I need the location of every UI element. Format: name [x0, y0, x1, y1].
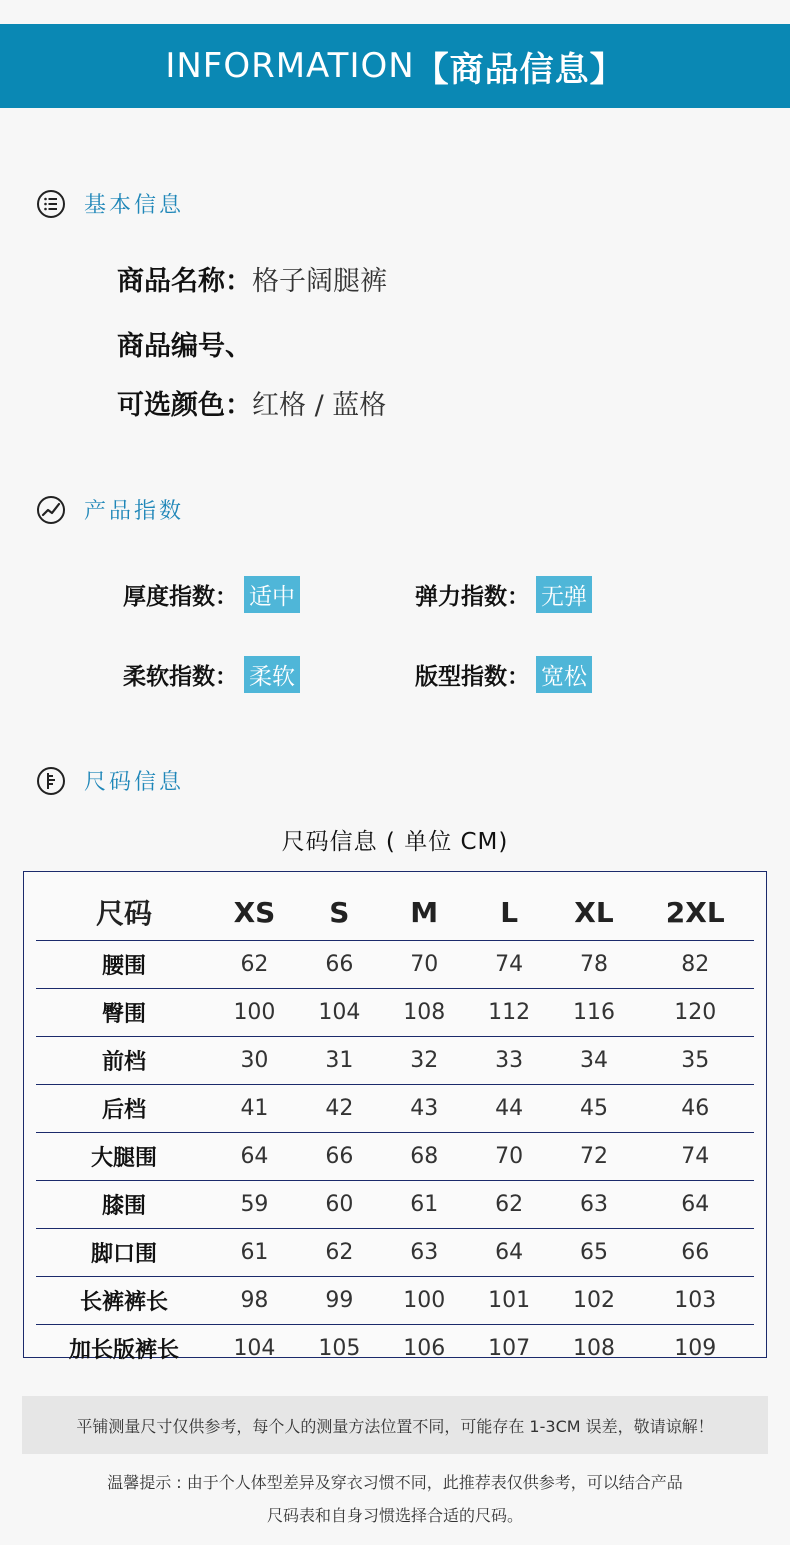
measurement-label: 后档 — [36, 1085, 212, 1133]
table-row — [36, 1037, 754, 1085]
measurement-value: 106 — [403, 1336, 446, 1361]
measurement-value: 59 — [212, 1181, 297, 1229]
table-row — [36, 989, 754, 1037]
measurement-value: 44 — [467, 1085, 552, 1133]
measurement-value: 101 — [467, 1277, 552, 1325]
measurement-value: 100 — [382, 1277, 467, 1325]
measurement-label: 前档 — [36, 1037, 212, 1085]
measurement-value: 62 — [212, 941, 297, 989]
section-basic-heading — [36, 188, 184, 219]
table-row — [36, 1133, 754, 1181]
measurement-value: 107 — [488, 1336, 531, 1361]
measurement-value: 60 — [297, 1181, 382, 1229]
size-table-grid — [36, 884, 754, 1372]
measurement-value: 104 — [233, 1336, 276, 1361]
section-index-title: 产品指数 — [84, 499, 185, 524]
size-table-header — [36, 884, 754, 941]
measurement-value: 61 — [382, 1181, 467, 1229]
measurement-label: 臀围 — [36, 989, 212, 1037]
measurement-value: 33 — [467, 1037, 552, 1085]
product-code-row — [117, 324, 252, 363]
measurement-value: 120 — [636, 989, 754, 1037]
product-name-label: 商品名称： — [117, 266, 252, 297]
size-header-cell: S — [297, 884, 382, 941]
measurement-value: 64 — [636, 1181, 754, 1229]
banner-title-cn: 【商品信息】 — [414, 49, 625, 90]
table-row — [36, 1229, 754, 1277]
product-color-value: 红格 / 蓝格 — [252, 390, 387, 421]
measurement-value: 108 — [573, 1336, 615, 1361]
measurement-note — [22, 1396, 768, 1454]
measurement-value: 41 — [212, 1085, 297, 1133]
size-header-cell: L — [467, 884, 552, 941]
measurement-label: 加长版裤长 — [68, 1338, 179, 1363]
tip-line-2: 尺码表和自身习惯选择合适的尺码。 — [266, 1506, 523, 1525]
table-row — [36, 1181, 754, 1229]
elastic-tag: 无弹 — [536, 576, 592, 613]
measurement-label: 腰围 — [36, 941, 212, 989]
measurement-value: 30 — [212, 1037, 297, 1085]
measurement-value: 104 — [297, 989, 382, 1037]
measurement-value: 82 — [636, 941, 754, 989]
page-banner — [0, 24, 790, 108]
section-basic-title: 基本信息 — [84, 193, 185, 218]
product-color-label: 可选颜色： — [117, 390, 252, 421]
measurement-value: 62 — [467, 1181, 552, 1229]
measurement-value: 64 — [212, 1133, 297, 1181]
measurement-note-text: 平铺测量尺寸仅供参考，每个人的测量方法位置不同，可能存在 1-3CM 误差，敬请谅解！ — [76, 1416, 714, 1436]
measurement-value: 66 — [297, 1133, 382, 1181]
size-table — [23, 871, 767, 1363]
measurement-value: 42 — [297, 1085, 382, 1133]
measurement-value: 100 — [212, 989, 297, 1037]
size-header-cell: 2XL — [636, 884, 754, 941]
measurement-value: 66 — [297, 941, 382, 989]
section-size-heading — [36, 765, 184, 796]
table-row — [36, 1085, 754, 1133]
measurement-value: 112 — [467, 989, 552, 1037]
measurement-value: 109 — [674, 1336, 717, 1361]
thickness-tag: 适中 — [244, 576, 300, 613]
soft-index — [123, 656, 300, 693]
product-name-value: 格子阔腿裤 — [252, 266, 387, 297]
table-row — [36, 1277, 754, 1325]
thickness-label: 厚度指数： — [123, 584, 238, 610]
section-size-title: 尺码信息 — [84, 770, 185, 795]
measurement-value: 32 — [382, 1037, 467, 1085]
measurement-value: 62 — [297, 1229, 382, 1277]
soft-label: 柔软指数： — [123, 664, 238, 690]
fit-index — [415, 656, 592, 693]
measurement-value: 74 — [636, 1133, 754, 1181]
list-icon — [36, 189, 66, 219]
size-table-caption: 尺码信息 ( 单位 CM) — [281, 829, 509, 855]
measurement-value: 46 — [636, 1085, 754, 1133]
measurement-value: 78 — [552, 941, 637, 989]
measurement-value: 116 — [552, 989, 637, 1037]
measurement-value: 65 — [552, 1229, 637, 1277]
banner-title-en: INFORMATION — [165, 46, 415, 86]
product-code-label: 商品编号、 — [117, 331, 252, 362]
measurement-value: 105 — [318, 1336, 361, 1361]
thickness-index — [123, 576, 300, 613]
measurement-value: 63 — [552, 1181, 637, 1229]
measurement-value: 64 — [467, 1229, 552, 1277]
tip-line-1: 温馨提示 : 由于个人体型差异及穿衣习惯不同，此推荐表仅供参考，可以结合产品 — [107, 1473, 683, 1492]
measurement-value: 103 — [636, 1277, 754, 1325]
measurement-value: 45 — [552, 1085, 637, 1133]
measurement-value: 35 — [636, 1037, 754, 1085]
elastic-index — [415, 576, 592, 613]
measurement-value: 31 — [297, 1037, 382, 1085]
measurement-value: 61 — [212, 1229, 297, 1277]
product-name-row — [117, 259, 387, 298]
product-color-row — [117, 383, 386, 422]
measurement-value: 108 — [382, 989, 467, 1037]
measurement-value: 34 — [552, 1037, 637, 1085]
measurement-value: 74 — [467, 941, 552, 989]
size-header-cell: M — [382, 884, 467, 941]
soft-tag: 柔软 — [244, 656, 300, 693]
measurement-value: 43 — [382, 1085, 467, 1133]
measurement-value: 99 — [297, 1277, 382, 1325]
elastic-label: 弹力指数： — [415, 584, 530, 610]
fit-label: 版型指数： — [415, 664, 530, 690]
measurement-value: 63 — [382, 1229, 467, 1277]
measurement-value: 68 — [382, 1133, 467, 1181]
measurement-value: 66 — [636, 1229, 754, 1277]
ruler-icon — [36, 766, 66, 796]
measurement-value: 102 — [552, 1277, 637, 1325]
size-header-cell: XS — [212, 884, 297, 941]
measurement-value: 70 — [382, 941, 467, 989]
measurement-value: 72 — [552, 1133, 637, 1181]
fit-tag: 宽松 — [536, 656, 592, 693]
measurement-label: 脚口围 — [36, 1229, 212, 1277]
table-row — [36, 941, 754, 989]
measurement-value: 98 — [212, 1277, 297, 1325]
measurement-label: 长裤裤长 — [36, 1277, 212, 1325]
measurement-label: 膝围 — [36, 1181, 212, 1229]
section-index-heading — [36, 494, 184, 525]
size-header-label: 尺码 — [36, 884, 212, 941]
table-row — [36, 1325, 754, 1373]
gauge-icon — [36, 495, 66, 525]
measurement-label: 大腿围 — [36, 1133, 212, 1181]
measurement-value: 70 — [467, 1133, 552, 1181]
size-header-cell: XL — [552, 884, 637, 941]
